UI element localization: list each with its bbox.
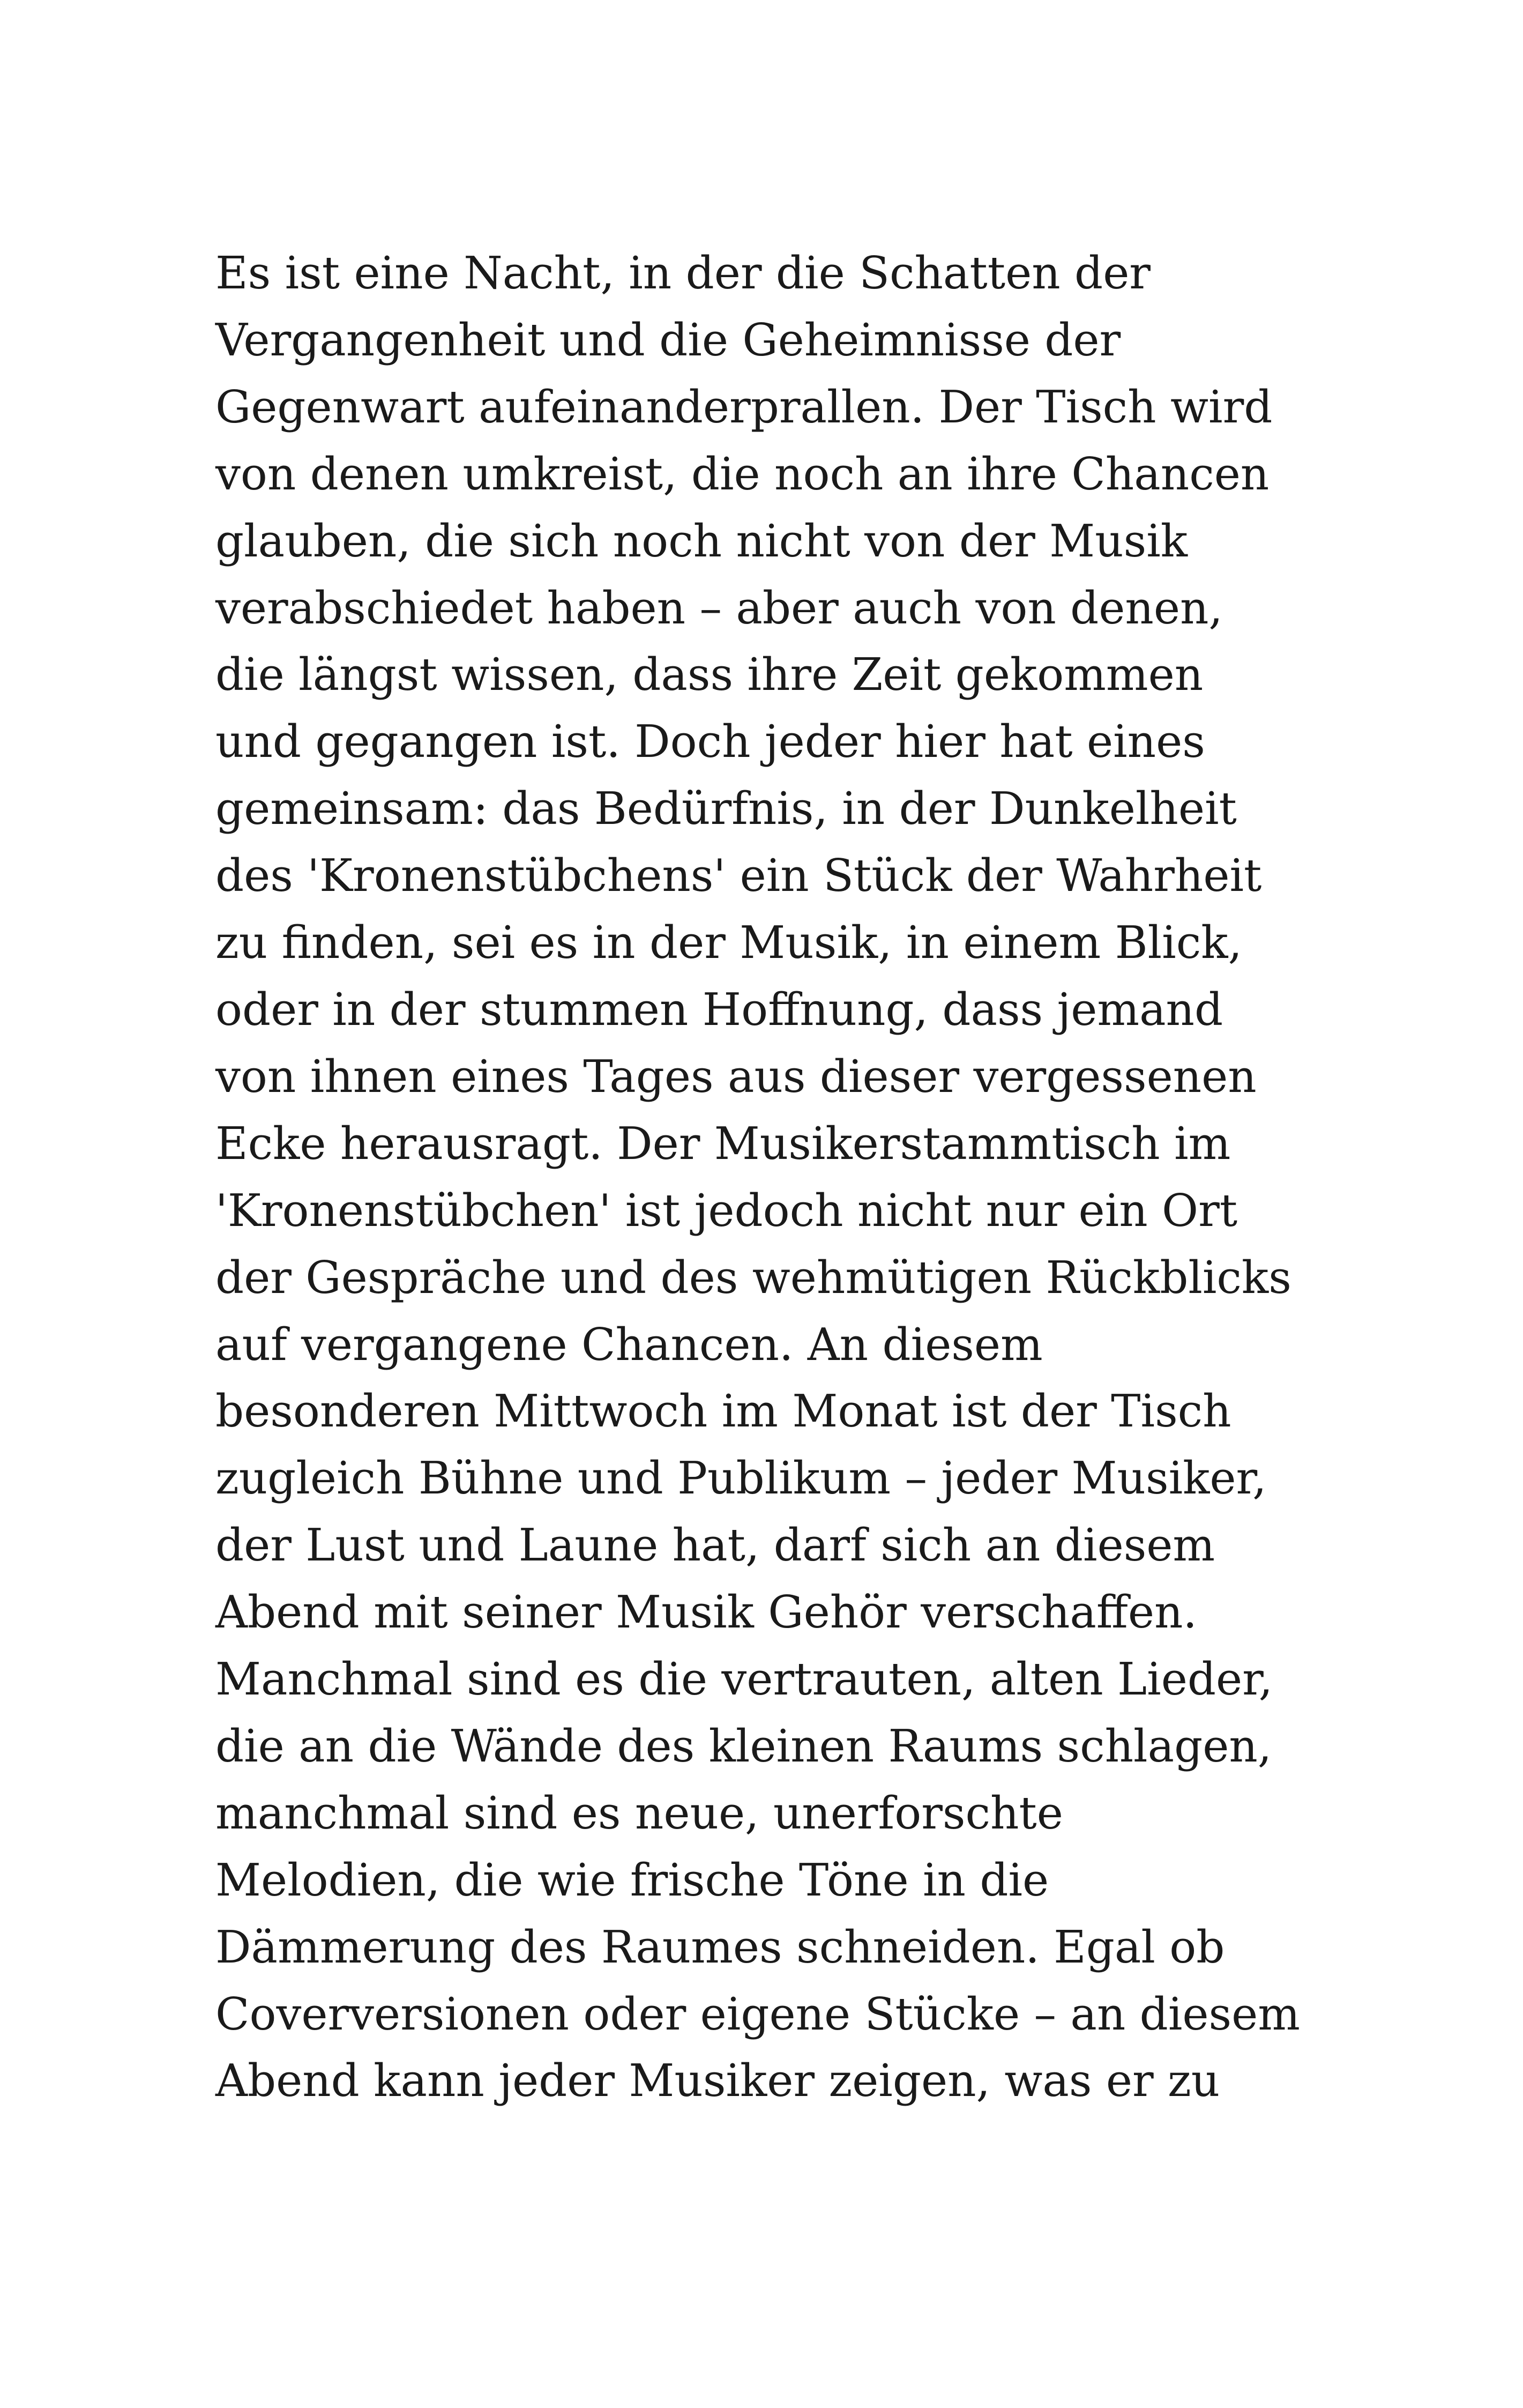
text-line: besonderen Mittwoch im Monat ist der Tisch xyxy=(215,1385,1231,1438)
text-line: verabschiedet haben – aber auch von denen, xyxy=(215,582,1223,634)
text-line: Abend mit seiner Musik Gehör verschaffen. xyxy=(215,1586,1197,1639)
text-line: Es ist eine Nacht, in der die Schatten der xyxy=(215,247,1151,299)
body-text xyxy=(215,240,1384,2115)
text-line: 'Kronenstübchen' ist jedoch nicht nur ein Ort xyxy=(215,1184,1238,1237)
text-line: und gegangen ist. Doch jeder hier hat eines xyxy=(215,716,1205,768)
text-line: der Gespräche und des wehmütigen Rückblicks xyxy=(215,1251,1291,1304)
text-line: oder in der stummen Hoffnung, dass jemand xyxy=(215,983,1223,1036)
text-line: Abend kann jeder Musiker zeigen, was er zu xyxy=(215,2055,1220,2107)
text-line: Coverversionen oder eigene Stücke – an diesem xyxy=(215,1988,1300,2040)
text-line: von denen umkreist, die noch an ihre Chancen xyxy=(215,448,1270,500)
text-line: manchmal sind es neue, unerforschte xyxy=(215,1787,1063,1839)
text-line: Gegenwart aufeinanderprallen. Der Tisch wird xyxy=(215,381,1273,433)
text-line: zu finden, sei es in der Musik, in einem Blick, xyxy=(215,917,1242,969)
text-line: glauben, die sich noch nicht von der Musik xyxy=(215,515,1188,567)
text-line: von ihnen eines Tages aus dieser vergessenen xyxy=(215,1050,1257,1103)
text-line: zugleich Bühne und Publikum – jeder Musiker, xyxy=(215,1452,1267,1505)
text-line: Vergangenheit und die Geheimnisse der xyxy=(215,314,1121,366)
text-line: die längst wissen, dass ihre Zeit gekommen xyxy=(215,649,1204,701)
text-line: Melodien, die wie frische Töne in die xyxy=(215,1854,1049,1906)
text-line: Manchmal sind es die vertrauten, alten Lieder, xyxy=(215,1653,1273,1706)
text-line: gemeinsam: das Bedürfnis, in der Dunkelheit xyxy=(215,783,1237,835)
text-line: der Lust und Laune hat, darf sich an diesem xyxy=(215,1519,1215,1572)
text-line: Ecke herausragt. Der Musikerstammtisch im xyxy=(215,1117,1231,1170)
text-line: die an die Wände des kleinen Raums schlagen, xyxy=(215,1720,1272,1772)
text-line: auf vergangene Chancen. An diesem xyxy=(215,1318,1043,1371)
text-line: Dämmerung des Raumes schneiden. Egal ob xyxy=(215,1921,1225,1973)
text-line: des 'Kronenstübchens' ein Stück der Wahrheit xyxy=(215,850,1262,902)
